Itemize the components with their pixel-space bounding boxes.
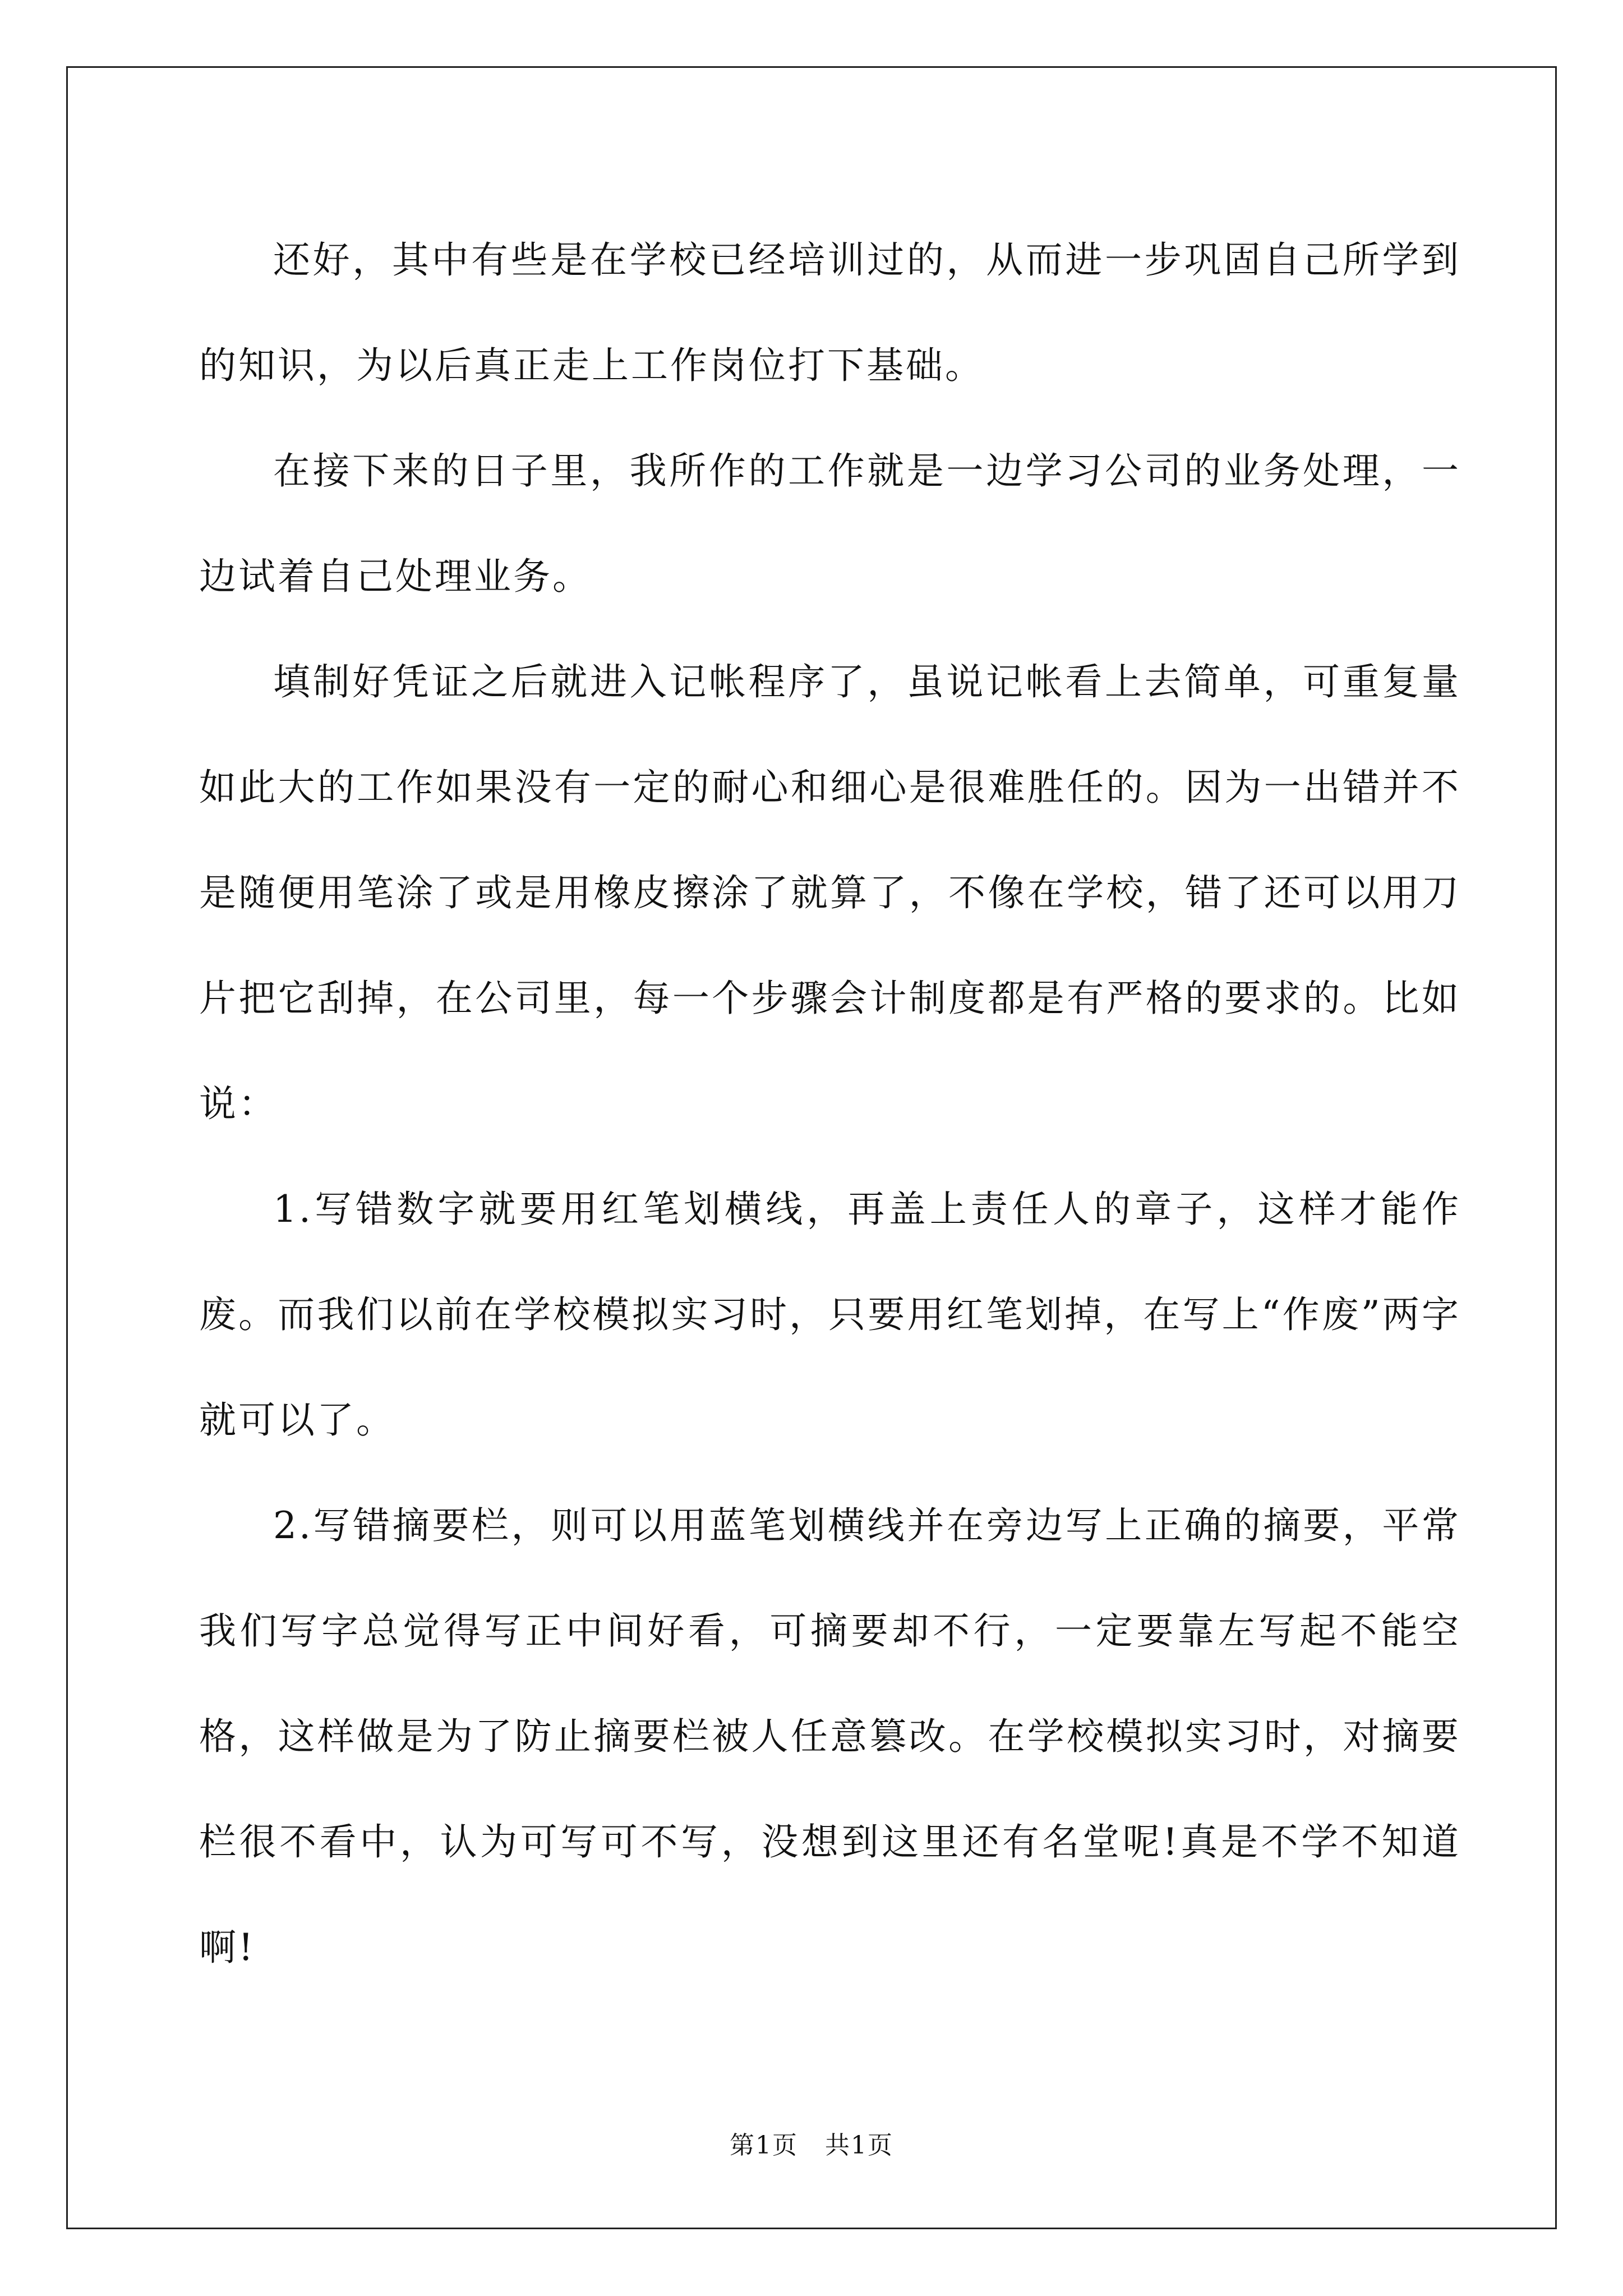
page-footer <box>0 2125 1623 2161</box>
paragraph: 填制好凭证之后就进入记帐程序了，虽说记帐看上去简单，可重复量如此大的工作如果没有一定的耐心和细心是很难胜任的。因为一出错并不是随便用笔涂了或是用橡皮擦涂了就算了，不像在学校，错了还可以用刀片把它刮掉，在公司里，每一个步骤会计制度都是有严格的要求的。比如说： <box>199 660 1461 1125</box>
document-body <box>199 208 1461 2000</box>
paragraph: 2.写错摘要栏，则可以用蓝笔划横线并在旁边写上正确的摘要，平常我们写字总觉得写正中间好看，可摘要却不行，一定要靠左写起不能空格，这样做是为了防止摘要栏被人任意篡改。在学校模拟实习时，对摘要栏很不看中，认为可写可不写，没想到这里还有名堂呢!真是不学不知道啊! <box>199 1504 1461 1969</box>
paragraph: 在接下来的日子里，我所作的工作就是一边学习公司的业务处理，一边试着自己处理业务。 <box>199 449 1461 598</box>
paragraph: 1.写错数字就要用红笔划横线，再盖上责任人的章子，这样才能作废。而我们以前在学校模拟实习时，只要用红笔划掉，在写上“作废”两字就可以了。 <box>199 1188 1461 1442</box>
paragraph: 还好，其中有些是在学校已经培训过的，从而进一步巩固自己所学到的知识，为以后真正走上工作岗位打下基础。 <box>199 238 1461 387</box>
page-total: 共1页 <box>824 2131 893 2160</box>
page-number: 第1页 <box>730 2131 799 2160</box>
